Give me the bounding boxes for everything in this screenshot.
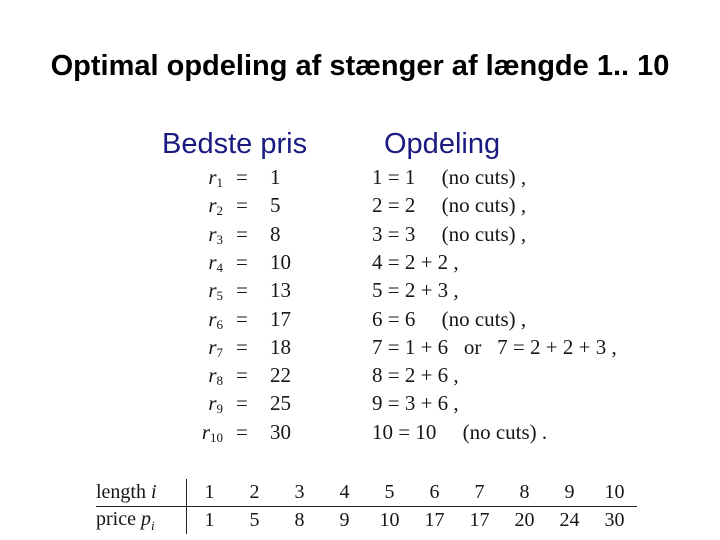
revenue-subscript: 9 [216, 401, 223, 417]
length-cell: 9 [547, 479, 592, 507]
revenue-row [0, 363, 720, 391]
equals-sign: = [236, 363, 248, 388]
length-cell: 5 [367, 479, 412, 507]
length-cell: 8 [502, 479, 547, 507]
revenue-subscript: 4 [216, 259, 223, 275]
price-header [96, 507, 187, 535]
revenue-symbol: $r_1$ [208, 165, 223, 190]
price-cell: 5 [249, 509, 260, 531]
revenue-value: 25 [270, 391, 291, 416]
split-description: 10 = 10 (no cuts) . [372, 419, 548, 444]
revenue-symbol: $r_7$ [208, 334, 223, 360]
length-cell: 3 [277, 479, 322, 507]
split-description: 1 = 1 (no cuts) , [372, 165, 527, 189]
price-label: price [96, 507, 136, 530]
revenue-subscript: 3 [216, 231, 223, 247]
price-table [96, 479, 637, 534]
split-description: 6 = 6 (no cuts) , [372, 306, 527, 331]
length-cell: 1 [187, 479, 233, 507]
revenue-value: 22 [270, 363, 291, 388]
equals-sign: = [236, 391, 248, 416]
revenue-value: 13 [270, 278, 291, 303]
price-var: p [140, 507, 151, 530]
length-row [96, 479, 637, 507]
length-cell: 10 [592, 479, 637, 507]
split-description: 7 = 1 + 6 or 7 = 2 + 2 + 3 , [372, 334, 617, 359]
price-cell: 8 [294, 509, 305, 531]
equals-sign: = [236, 419, 248, 444]
length-cell: 4 [322, 479, 367, 507]
length-cell: 2 [232, 479, 277, 507]
price-var-sub: i [150, 517, 155, 533]
revenue-row [0, 307, 720, 335]
revenue-value: 18 [270, 334, 291, 359]
length-header [96, 479, 187, 507]
revenue-row [0, 250, 720, 278]
slide-title: Optimal opdeling af stænger af længde 1.. 10 [50, 50, 670, 82]
split-description: 9 = 3 + 6 , [372, 391, 459, 416]
revenue-subscript: 8 [216, 373, 223, 389]
revenue-symbol: $r_6$ [208, 306, 223, 332]
revenue-subscript: 6 [216, 316, 223, 332]
revenue-row [0, 391, 720, 419]
revenue-row [0, 420, 720, 448]
split-description: 4 = 2 + 2 , [372, 249, 459, 274]
equals-sign: = [236, 221, 248, 246]
revenue-symbol: $r_5$ [208, 278, 223, 304]
revenue-value: 17 [270, 306, 291, 331]
price-cell: 9 [339, 509, 350, 531]
revenue-subscript: 5 [216, 288, 223, 304]
length-label: length [96, 481, 146, 503]
revenue-subscript: 7 [216, 344, 223, 360]
equals-sign: = [236, 165, 248, 189]
split-description: 8 = 2 + 6 , [372, 363, 459, 388]
revenue-symbol: $r_{10}$ [201, 419, 223, 445]
price-cell: 30 [604, 509, 625, 531]
price-row [96, 507, 637, 535]
equals-sign: = [236, 249, 248, 274]
revenue-subscript: 2 [216, 203, 223, 219]
length-cell: 7 [457, 479, 502, 507]
split-description: 2 = 2 (no cuts) , [372, 193, 527, 218]
price-cell: 24 [559, 509, 580, 531]
price-cell: 20 [514, 509, 535, 531]
equals-sign: = [236, 193, 248, 218]
revenue-symbol: $r_8$ [208, 363, 223, 389]
split-description: 3 = 3 (no cuts) , [372, 221, 527, 246]
revenue-symbol: $r_9$ [208, 391, 223, 417]
length-var: i [151, 481, 157, 503]
revenue-subscript: 1 [216, 175, 223, 190]
revenue-subscript: 10 [210, 429, 223, 445]
price-cell: 10 [379, 509, 400, 531]
split-description: 5 = 2 + 3 , [372, 278, 459, 303]
revenue-row [0, 222, 720, 250]
revenue-value: 30 [270, 419, 291, 444]
equals-sign: = [236, 306, 248, 331]
revenue-row [0, 165, 720, 193]
revenue-value: 10 [270, 249, 291, 274]
revenue-value: 1 [270, 165, 281, 189]
price-cell: 17 [424, 509, 445, 531]
revenue-value: 5 [270, 193, 281, 218]
header-bedste-pris: Bedste pris [162, 128, 308, 160]
revenue-row [0, 278, 720, 306]
equals-sign: = [236, 278, 248, 303]
revenue-value: 8 [270, 221, 281, 246]
revenue-row [0, 193, 720, 221]
revenue-symbol: $r_2$ [208, 193, 223, 219]
price-cell: 1 [204, 509, 215, 531]
revenue-symbol: $r_3$ [208, 221, 223, 247]
price-cell: 17 [469, 509, 490, 531]
revenue-symbol: $r_4$ [208, 249, 223, 275]
header-opdeling: Opdeling [384, 128, 501, 160]
length-cell: 6 [412, 479, 457, 507]
revenue-row [0, 335, 720, 363]
equals-sign: = [236, 334, 248, 359]
